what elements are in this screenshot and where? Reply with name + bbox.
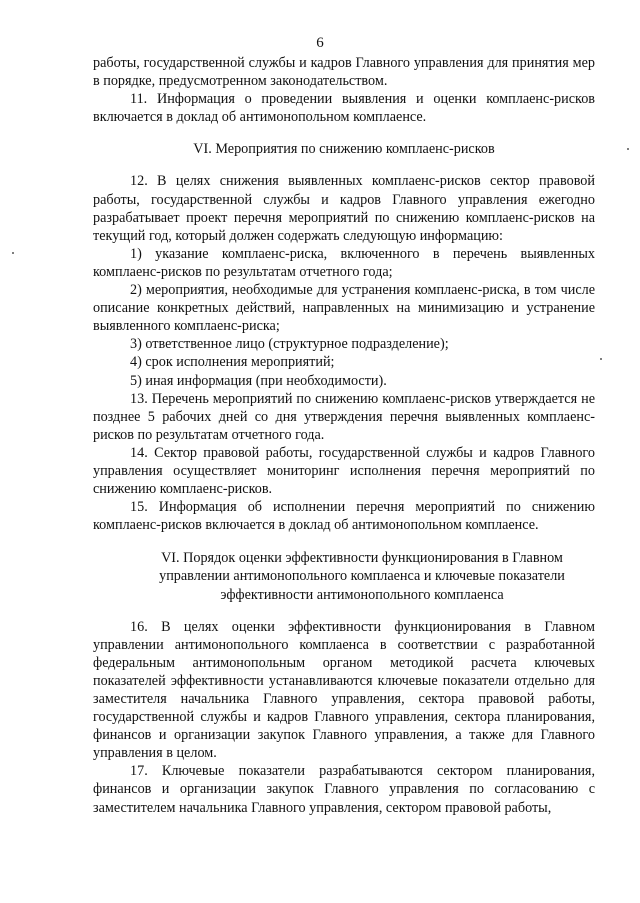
list-item-5: 5) иная информация (при необходимости). [130,372,387,389]
intro-paragraph-continuation: работы, государственной службы и кадров Главного управления для принятия мер в порядке, предусмотренном законодательством. [93,55,595,90]
paragraph-15: 15. Информация об исполнении перечня мероприятий по снижению комплаенс-рисков включается в доклад об антимонопольном комплаенсе. [93,499,595,534]
section-heading-measures: VI. Мероприятия по снижению комплаенс-рисков [193,141,495,158]
paragraph-13: 13. Перечень мероприятий по снижению комплаенс-рисков утверждается не позднее 5 рабочих дней со дня утверждения перечня выявленных комплаенс-рисков по результатам отчетного года. [93,390,595,443]
list-item-4: 4) срок исполнения мероприятий; [130,354,335,371]
section-heading-line: управлении антимонопольного комплаенса и ключевые показатели [159,568,565,585]
section-heading-efficiency [93,549,595,603]
scan-speck [600,358,602,360]
section-heading-line: эффективности антимонопольного комплаенса [220,586,504,603]
paragraph-11: 11. Информация о проведении выявления и оценки комплаенс-рисков включается в доклад об антимонопольном комплаенсе. [93,91,595,126]
scan-speck [627,148,629,150]
list-item-2: 2) мероприятия, необходимые для устранения комплаенс-риска, в том числе описание конкретных действий, направленных на минимизацию и устранение выявленного комплаенс-риска; [93,282,595,335]
paragraph-17: 17. Ключевые показатели разрабатываются сектором планирования, финансов и организации закупок Главного управления по согласованию с заместителем начальника Главного управления, сектором правовой работы, [93,763,595,816]
scan-speck [12,252,14,254]
list-item-1: 1) указание комплаенс-риска, включенного в перечень выявленных комплаенс-рисков по результатам отчетного года; [93,245,595,280]
section-heading-line: VI. Порядок оценки эффективности функционирования в Главном [161,550,563,567]
page-number: 6 [316,35,324,51]
paragraph-12: 12. В целях снижения выявленных комплаенс-рисков сектор правовой работы, государственной службы и кадров Главного управления ежегодно разрабатывает проект перечня мероприятий по снижению комплаенс-рисков на текущий год, который должен содержать следующую информацию: [93,173,595,244]
paragraph-14: 14. Сектор правовой работы, государственной службы и кадров Главного управления осуществляет мониторинг исполнения перечня мероприятий по снижению комплаенс-рисков. [93,444,595,498]
paragraph-16: 16. В целях оценки эффективности функционирования в Главном управлении антимонопольного комплаенса в соответствии с разработанной федеральным антимонопольным органом методикой расчета ключевых показателей эффективности устанавливаются ключевые показатели отдельно для заместителя начальника Главного управления, сектора правовой работы, государственной службы и кадров Главного управления, сектора планирования, финансов и организации закупок Главного управления, а также для Главного управления в целом. [93,618,595,762]
page-content [93,54,595,817]
list-item-3: 3) ответственное лицо (структурное подразделение); [130,336,449,353]
